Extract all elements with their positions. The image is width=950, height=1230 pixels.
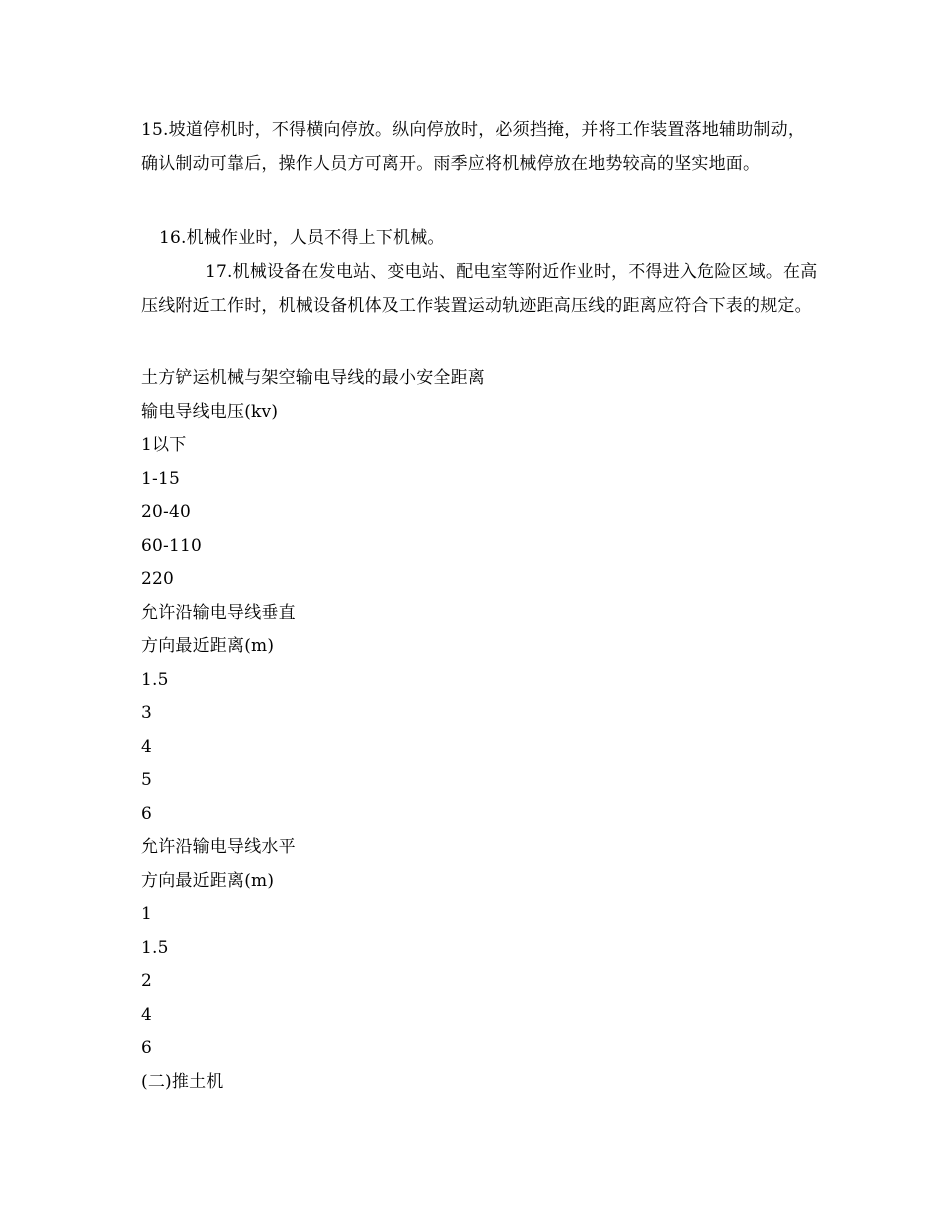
voltage-value: 1-15 xyxy=(141,469,180,489)
paragraph-16: 16.机械作业时，人员不得上下机械。 xyxy=(159,228,445,248)
voltage-value: 220 xyxy=(141,569,175,589)
horizontal-distance-value: 1 xyxy=(141,904,153,924)
voltage-value: 60-110 xyxy=(141,536,203,556)
horizontal-distance-value: 4 xyxy=(141,1005,153,1025)
section-heading: (二)推土机 xyxy=(141,1072,224,1092)
vertical-distance-value: 5 xyxy=(141,770,153,790)
horizontal-distance-value: 2 xyxy=(141,971,153,991)
vertical-distance-header: 方向最近距离(m) xyxy=(141,636,275,656)
vertical-distance-value: 3 xyxy=(141,703,153,723)
horizontal-distance-value: 1.5 xyxy=(141,938,169,958)
vertical-distance-value: 4 xyxy=(141,737,153,757)
paragraph-17: 17.机械设备在发电站、变电站、配电室等附近作业时，不得进入危险区域。在高压线附近工作时，机械设备机体及工作装置运动轨迹距高压线的距离应符合下表的规定。 xyxy=(141,262,818,316)
voltage-value: 1以下 xyxy=(141,435,187,455)
paragraph-15: 15.坡道停机时，不得横向停放。纵向停放时，必须挡掩，并将工作装置落地辅助制动，确认制动可靠后，操作人员方可离开。雨季应将机械停放在地势较高的坚实地面。 xyxy=(141,120,806,174)
table-title: 土方铲运机械与架空输电导线的最小安全距离 xyxy=(141,368,485,388)
voltage-header: 输电导线电压(kv) xyxy=(141,402,279,422)
horizontal-distance-header: 允许沿输电导线水平 xyxy=(141,837,296,857)
vertical-distance-value: 6 xyxy=(141,804,153,824)
vertical-distance-header: 允许沿输电导线垂直 xyxy=(141,603,296,623)
horizontal-distance-header: 方向最近距离(m) xyxy=(141,871,275,891)
horizontal-distance-value: 6 xyxy=(141,1038,153,1058)
vertical-distance-value: 1.5 xyxy=(141,670,169,690)
voltage-value: 20-40 xyxy=(141,502,192,522)
